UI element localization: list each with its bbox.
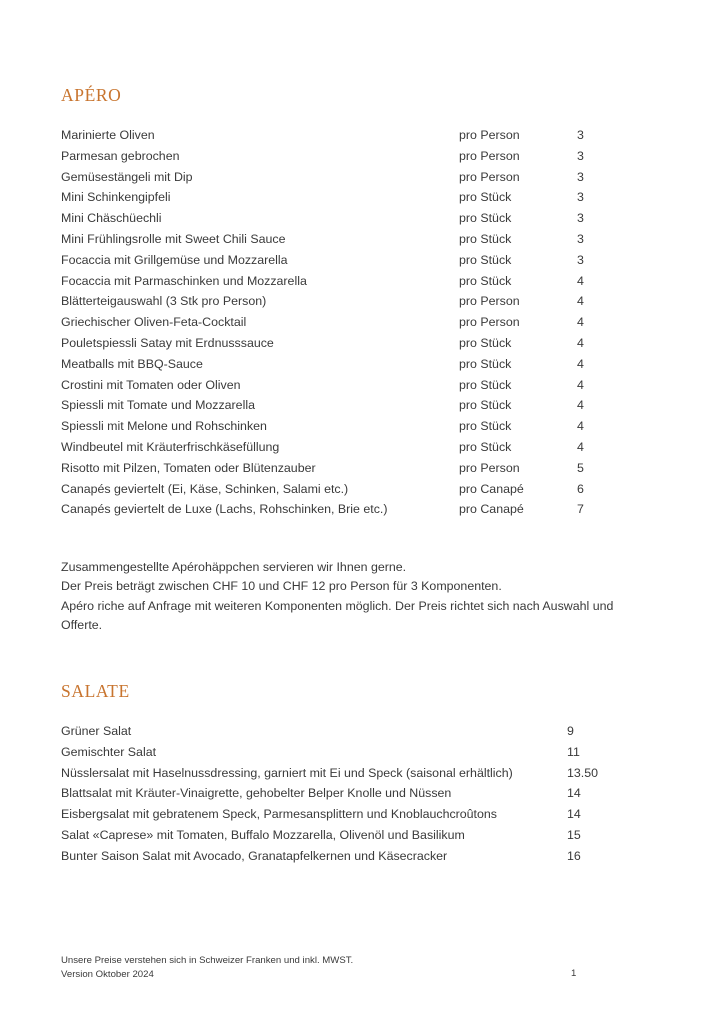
footer (61, 954, 641, 982)
menu-item-price: 3 (577, 128, 584, 142)
menu-item-row (61, 250, 661, 271)
menu-item-row (61, 167, 661, 188)
menu-item-name: Blätterteigauswahl (3 Stk pro Person) (61, 294, 267, 309)
menu-item-unit: pro Stück (459, 211, 512, 226)
section-heading-salate: SALATE (61, 681, 130, 701)
menu-item-row (61, 354, 661, 375)
menu-item-row (61, 846, 661, 867)
menu-item-price: 3 (577, 169, 584, 184)
menu-item-row (61, 125, 661, 146)
menu-item-unit: pro Stück (459, 231, 512, 246)
menu-item-row (61, 825, 661, 846)
menu-item-price: 5 (577, 460, 584, 475)
menu-item-unit: pro Stück (459, 335, 512, 350)
page-number: 1 (571, 968, 577, 979)
menu-item-row (61, 499, 661, 520)
menu-item-price: 3 (577, 211, 584, 226)
section-heading-apero: APÉRO (61, 85, 122, 105)
menu-item-row (61, 479, 661, 500)
menu-item-row (61, 375, 661, 396)
menu-item-name: Griechischer Oliven-Feta-Cocktail (61, 315, 247, 330)
menu-item-unit: pro Stück (459, 273, 512, 288)
menu-item-price: 4 (577, 419, 584, 434)
menu-item-row (61, 763, 661, 784)
menu-item-price: 14 (567, 807, 581, 822)
menu-item-price: 7 (577, 502, 584, 517)
menu-item-name: Eisbergsalat mit gebratenem Speck, Parmesansplittern und Knoblauchcroûtons (61, 807, 497, 822)
menu-item-price: 4 (577, 315, 584, 330)
menu-item-name: Canapés geviertelt de Luxe (Lachs, Rohschinken, Brie etc.) (61, 502, 388, 517)
menu-item-row (61, 437, 661, 458)
menu-item-row (61, 742, 661, 763)
menu-item-name: Mini Schinkengipfeli (61, 190, 171, 205)
apero-note-primary (61, 558, 626, 595)
apero-item-list (61, 125, 661, 520)
menu-item-unit: pro Canapé (459, 481, 524, 496)
menu-item-row (61, 291, 661, 312)
menu-item-name: Gemüsestängeli mit Dip (61, 169, 193, 184)
menu-item-row (61, 458, 661, 479)
menu-item-name: Focaccia mit Parmaschinken und Mozzarella (61, 273, 307, 288)
salate-item-list (61, 721, 661, 867)
menu-item-price: 3 (577, 190, 584, 205)
menu-item-unit: pro Canapé (459, 502, 524, 517)
menu-item-name: Meatballs mit BBQ-Sauce (61, 356, 203, 371)
menu-item-name: Gemischter Salat (61, 744, 157, 759)
menu-item-unit: pro Stück (459, 398, 512, 413)
menu-item-name: Canapés geviertelt (Ei, Käse, Schinken, Salami etc.) (61, 481, 349, 496)
menu-item-unit: pro Stück (459, 439, 512, 454)
menu-item-name: Blattsalat mit Kräuter-Vinaigrette, gehobelter Belper Knolle und Nüssen (61, 786, 452, 801)
menu-item-name: Nüsslersalat mit Haselnussdressing, garniert mit Ei und Speck (saisonal erhältlich) (61, 765, 513, 780)
menu-item-price: 4 (577, 335, 584, 350)
menu-item-unit: pro Person (459, 315, 520, 330)
menu-item-row (61, 416, 661, 437)
menu-item-row (61, 312, 661, 333)
menu-item-row (61, 721, 661, 742)
menu-item-unit: pro Stück (459, 377, 512, 392)
menu-item-unit: pro Person (459, 169, 520, 184)
menu-item-price: 3 (577, 148, 584, 163)
menu-item-name: Grüner Salat (61, 724, 132, 738)
menu-item-row (61, 229, 661, 250)
menu-item-name: Salat «Caprese» mit Tomaten, Buffalo Mozzarella, Olivenöl und Basilikum (61, 827, 465, 842)
menu-item-price: 4 (577, 398, 584, 413)
menu-item-row (61, 333, 661, 354)
apero-note-line-1: Zusammengestellte Apérohäppchen servieren wir Ihnen gerne. (61, 560, 407, 574)
menu-item-price: 11 (567, 744, 580, 759)
menu-item-name: Spiessli mit Tomate und Mozzarella (61, 398, 255, 413)
apero-note-line-2: Der Preis beträgt zwischen CHF 10 und CHF 12 pro Person für 3 Komponenten. (61, 578, 502, 593)
menu-item-unit: pro Stück (459, 252, 512, 267)
menu-item-unit: pro Person (459, 128, 520, 142)
menu-item-name: Windbeutel mit Kräuterfrischkäsefüllung (61, 439, 280, 454)
menu-item-name: Mini Chäschüechli (61, 211, 162, 226)
menu-item-name: Spiessli mit Melone und Rohschinken (61, 419, 267, 434)
menu-item-name: Parmesan gebrochen (61, 148, 180, 163)
menu-item-unit: pro Person (459, 148, 520, 163)
menu-item-name: Focaccia mit Grillgemüse und Mozzarella (61, 252, 288, 267)
menu-item-price: 6 (577, 481, 584, 496)
menu-item-row (61, 271, 661, 292)
menu-item-unit: pro Stück (459, 419, 512, 434)
menu-item-name: Risotto mit Pilzen, Tomaten oder Blütenzauber (61, 460, 316, 475)
menu-item-price: 4 (577, 439, 584, 454)
menu-item-price: 4 (577, 294, 584, 309)
menu-item-price: 9 (567, 724, 574, 738)
menu-item-price: 16 (567, 848, 581, 863)
menu-item-row (61, 146, 661, 167)
menu-item-price: 3 (577, 231, 584, 246)
menu-item-row (61, 804, 661, 825)
menu-item-unit: pro Person (459, 460, 520, 475)
menu-item-name: Mini Frühlingsrolle mit Sweet Chili Sauce (61, 231, 286, 246)
menu-item-name: Marinierte Oliven (61, 128, 155, 142)
menu-item-price: 13.50 (567, 765, 599, 780)
menu-item-unit: pro Stück (459, 356, 512, 371)
menu-item-row (61, 395, 661, 416)
menu-item-price: 4 (577, 273, 584, 288)
apero-note-secondary (61, 597, 626, 634)
menu-item-unit: pro Stück (459, 190, 512, 205)
menu-item-row (61, 187, 661, 208)
menu-item-row (61, 783, 661, 804)
menu-item-name: Bunter Saison Salat mit Avocado, Granatapfelkernen und Käsecracker (61, 848, 448, 863)
menu-item-price: 3 (577, 252, 584, 267)
menu-item-name: Pouletspiessli Satay mit Erdnusssauce (61, 335, 274, 350)
footer-version: Version Oktober 2024 (61, 969, 154, 980)
menu-item-price: 4 (577, 356, 584, 371)
footer-price-note: Unsere Preise verstehen sich in Schweizer Franken und inkl. MWST. (61, 955, 354, 966)
menu-item-unit: pro Person (459, 294, 520, 309)
menu-item-price: 15 (567, 827, 581, 842)
menu-item-price: 4 (577, 377, 584, 392)
menu-item-row (61, 208, 661, 229)
menu-item-name: Crostini mit Tomaten oder Oliven (61, 377, 241, 392)
menu-item-price: 14 (567, 786, 581, 801)
apero-note-riche: Apéro riche auf Anfrage mit weiteren Komponenten möglich. Der Preis richtet sich nach Auswahl und Offerte. (61, 599, 614, 632)
